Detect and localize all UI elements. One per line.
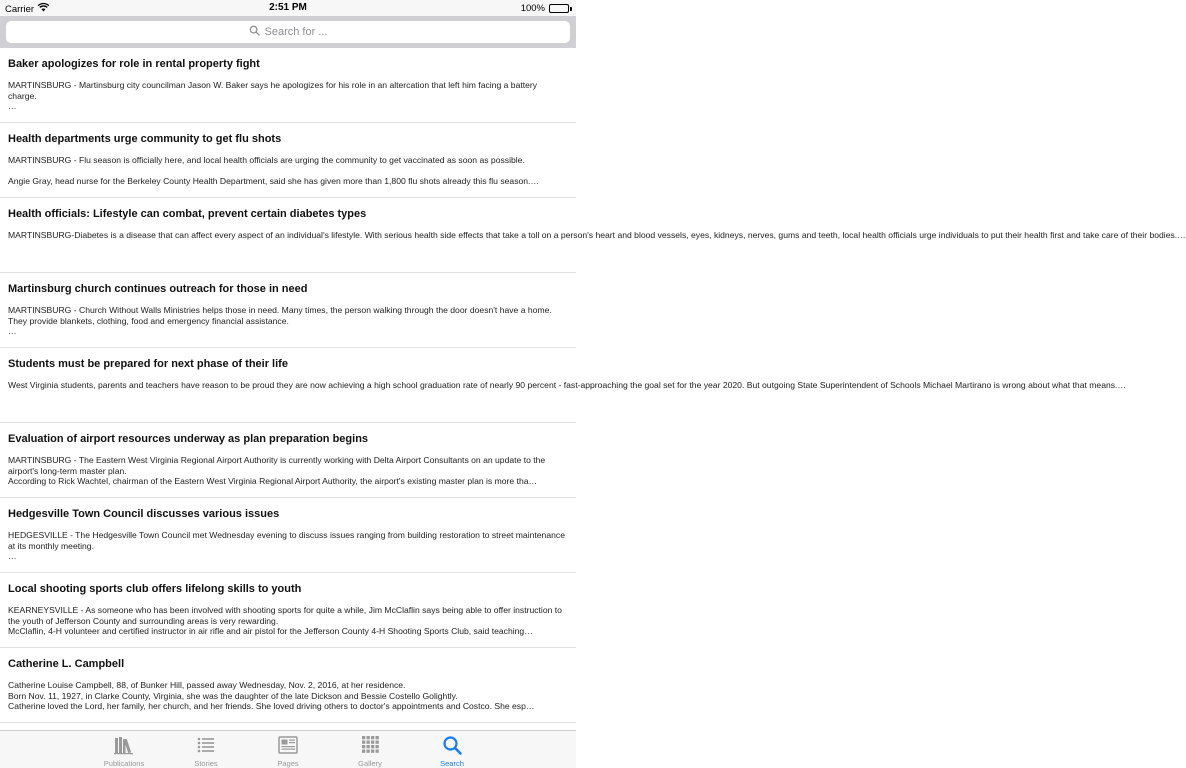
summary-line: According to Rick Wachtel, chairman of the Eastern West Virginia Regional Airport Authority, the airport's existing master plan is more tha… bbox=[8, 476, 538, 487]
list-item[interactable] bbox=[0, 348, 1127, 423]
grid-icon bbox=[359, 735, 381, 759]
summary-line: MARTINSBURG-Diabetes is a disease that can affect every aspect of an individual's lifestyle. With serious health side effects that take a toll on a person's heart and blood vessels, eyes, kidneys, nerves, gums and teeth, local health officials urge individuals to put their health first and take care of their bodies.… bbox=[8, 230, 1186, 240]
carrier-label: Carrier bbox=[5, 3, 35, 15]
article-summary bbox=[8, 230, 1186, 241]
tab-label: Publications bbox=[103, 759, 145, 768]
list-item[interactable] bbox=[0, 573, 576, 648]
list-item[interactable] bbox=[0, 198, 1186, 273]
list-item[interactable] bbox=[0, 123, 576, 198]
list-item[interactable] bbox=[0, 423, 576, 498]
article-list[interactable] bbox=[0, 48, 1186, 730]
tab-label: Stories bbox=[194, 759, 218, 768]
tab-label: Search bbox=[440, 759, 464, 768]
search-input[interactable] bbox=[6, 21, 570, 43]
battery-nub bbox=[570, 7, 572, 11]
summary-line: MARTINSBURG - The Eastern West Virginia Regional Airport Authority is currently working with Delta Airport Consultants on an update to the airport's long-term master plan. bbox=[8, 455, 546, 476]
search-placeholder: Search for ... bbox=[264, 26, 328, 38]
status-right bbox=[521, 3, 572, 14]
summary-line: MARTINSBURG - Church Without Walls Ministries helps those in need. Many times, the person walking through the door doesn't have a home. They provide blankets, clothing, food and emergency financial assistance. bbox=[8, 305, 552, 326]
status-bar bbox=[0, 0, 576, 16]
search-icon bbox=[249, 25, 260, 39]
summary-line: Catherine loved the Lord, her family, her church, and her friends. She loved driving others to doctor's appointments and Costco. She esp… bbox=[8, 701, 535, 712]
summary-line: KEARNEYSVILLE - As someone who has been involved with shooting sports for quite a while, Jim McClaflin says being able to offer instruction to the youth of Jefferson County and surrounding areas is very rewarding. bbox=[8, 605, 562, 626]
summary-line: … bbox=[8, 101, 17, 112]
tab-gallery[interactable] bbox=[329, 731, 411, 768]
tab-publications[interactable] bbox=[83, 731, 165, 768]
magnifier-icon bbox=[441, 735, 463, 759]
article-summary bbox=[8, 530, 568, 562]
article-title: Martinsburg church continues outreach for those in need bbox=[8, 283, 308, 295]
article-title: Local shooting sports club offers lifelong skills to youth bbox=[8, 583, 302, 595]
summary-line: HEDGESVILLE - The Hedgesville Town Council met Wednesday evening to discuss issues ranging from building restoration to street maintenance at its monthly meeting. bbox=[8, 530, 565, 551]
newspaper-icon bbox=[277, 735, 299, 759]
article-title: Health departments urge community to get flu shots bbox=[8, 133, 282, 145]
tab-pages[interactable] bbox=[247, 731, 329, 768]
summary-line: Catherine Louise Campbell, 88, of Bunker Hill, passed away Wednesday, Nov. 2, 2016, at her residence. bbox=[8, 680, 406, 690]
article-title: Baker apologizes for role in rental property fight bbox=[8, 58, 260, 70]
article-title: Evaluation of airport resources underway as plan preparation begins bbox=[8, 433, 369, 445]
battery-icon bbox=[549, 4, 569, 13]
summary-line: Angie Gray, head nurse for the Berkeley County Health Department, said she has given more than 1,800 flu shots already this flu season.… bbox=[8, 175, 540, 186]
article-title: Health officials: Lifestyle can combat, prevent certain diabetes types bbox=[8, 208, 367, 220]
article-summary bbox=[8, 455, 568, 487]
article-summary bbox=[8, 680, 568, 712]
article-summary bbox=[8, 155, 568, 186]
tab-search[interactable] bbox=[411, 731, 493, 768]
list-item[interactable] bbox=[0, 273, 576, 348]
tab-bar bbox=[0, 730, 576, 768]
article-summary bbox=[8, 605, 568, 637]
battery-percent: 100% bbox=[520, 3, 545, 14]
tab-label: Gallery bbox=[358, 759, 382, 768]
list-item[interactable] bbox=[0, 48, 576, 123]
summary-line: West Virginia students, parents and teachers have reason to be proud they are now achieving a high school graduation rate of nearly 90 percent - fast-approaching the goal set for the year 2020. But outgoing State Superintendent of Schools Michael Martirano is wrong about what that means.… bbox=[8, 380, 1127, 390]
article-title: Catherine L. Campbell bbox=[8, 658, 125, 670]
article-title: Hedgesville Town Council discusses various issues bbox=[8, 508, 280, 520]
search-bar bbox=[0, 16, 576, 48]
article-summary bbox=[8, 380, 1127, 391]
summary-line: McClaflin, 4-H volunteer and certified instructor in air rifle and air pistol for the Jefferson County 4-H Shooting Sports Club, said teaching… bbox=[8, 626, 533, 637]
summary-line: … bbox=[8, 551, 17, 562]
summary-line: … bbox=[8, 326, 17, 337]
list-item[interactable] bbox=[0, 648, 576, 723]
books-icon bbox=[113, 735, 135, 759]
summary-line: MARTINSBURG - Flu season is officially here, and local health officials are urging the community to get vaccinated as soon as possible. bbox=[8, 155, 525, 165]
tab-stories[interactable] bbox=[165, 731, 247, 768]
summary-line: MARTINSBURG - Martinsburg city councilman Jason W. Baker says he apologizes for his role in an altercation that left him facing a battery charge. bbox=[8, 80, 538, 101]
article-summary bbox=[8, 305, 568, 337]
list-icon bbox=[195, 735, 217, 759]
article-title: Students must be prepared for next phase of their life bbox=[8, 358, 288, 370]
article-summary bbox=[8, 80, 568, 112]
summary-line: Born Nov. 11, 1927, in Clarke County, Virginia, she was the daughter of the late Dickson and Bessie Costello Golightly. bbox=[8, 690, 458, 701]
tab-label: Pages bbox=[277, 759, 299, 768]
list-item[interactable] bbox=[0, 498, 576, 573]
status-time: 2:51 PM bbox=[269, 2, 307, 13]
